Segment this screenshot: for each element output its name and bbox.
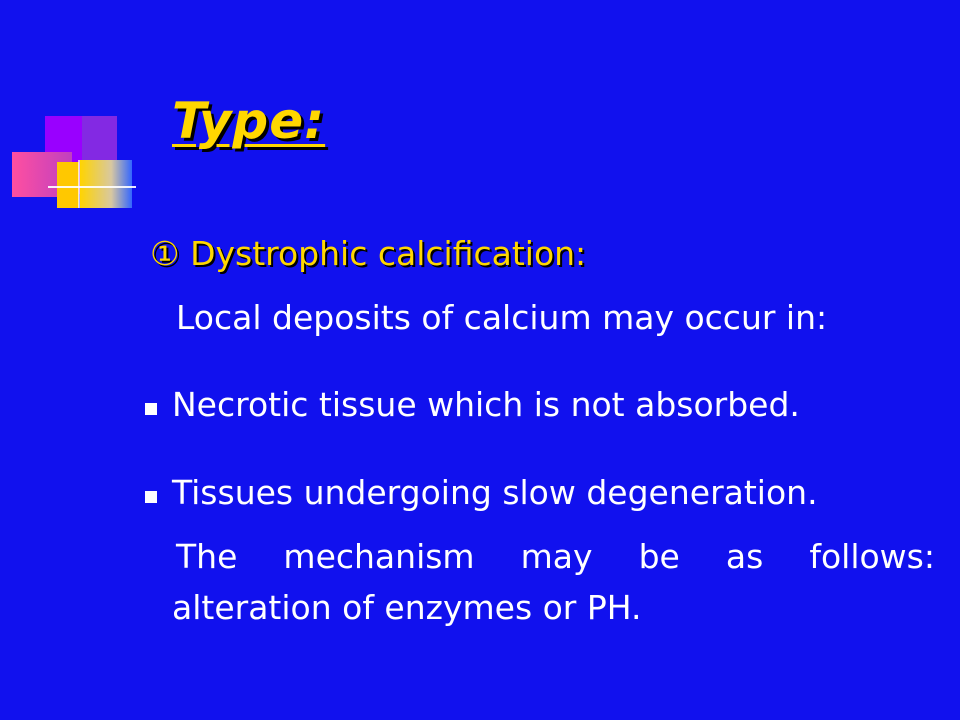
intro-text: Local deposits of calcium may occur in: [176,298,828,337]
mechanism-paragraph [172,531,935,633]
logo-block-violet [82,116,117,166]
bullet-item [145,473,818,512]
logo-block-yellow [80,160,132,208]
bullet-item [145,385,800,424]
mechanism-line-1: The mechanism may be as follows: [176,537,935,576]
slide-title: Type: [172,92,326,150]
subheading: ① Dystrophic calcification: [150,234,587,273]
bullet-text: Necrotic tissue which is not absorbed. [172,385,800,424]
bullet-text: Tissues undergoing slow degeneration. [172,473,818,512]
square-bullet-icon [145,491,157,503]
logo-line-vertical [78,160,80,208]
mechanism-line-2: alteration of enzymes or PH. [172,588,642,627]
logo-block-gold [57,162,79,208]
square-bullet-icon [145,403,157,415]
logo-line-horizontal [48,186,136,188]
colored-squares-logo-icon [0,0,140,220]
